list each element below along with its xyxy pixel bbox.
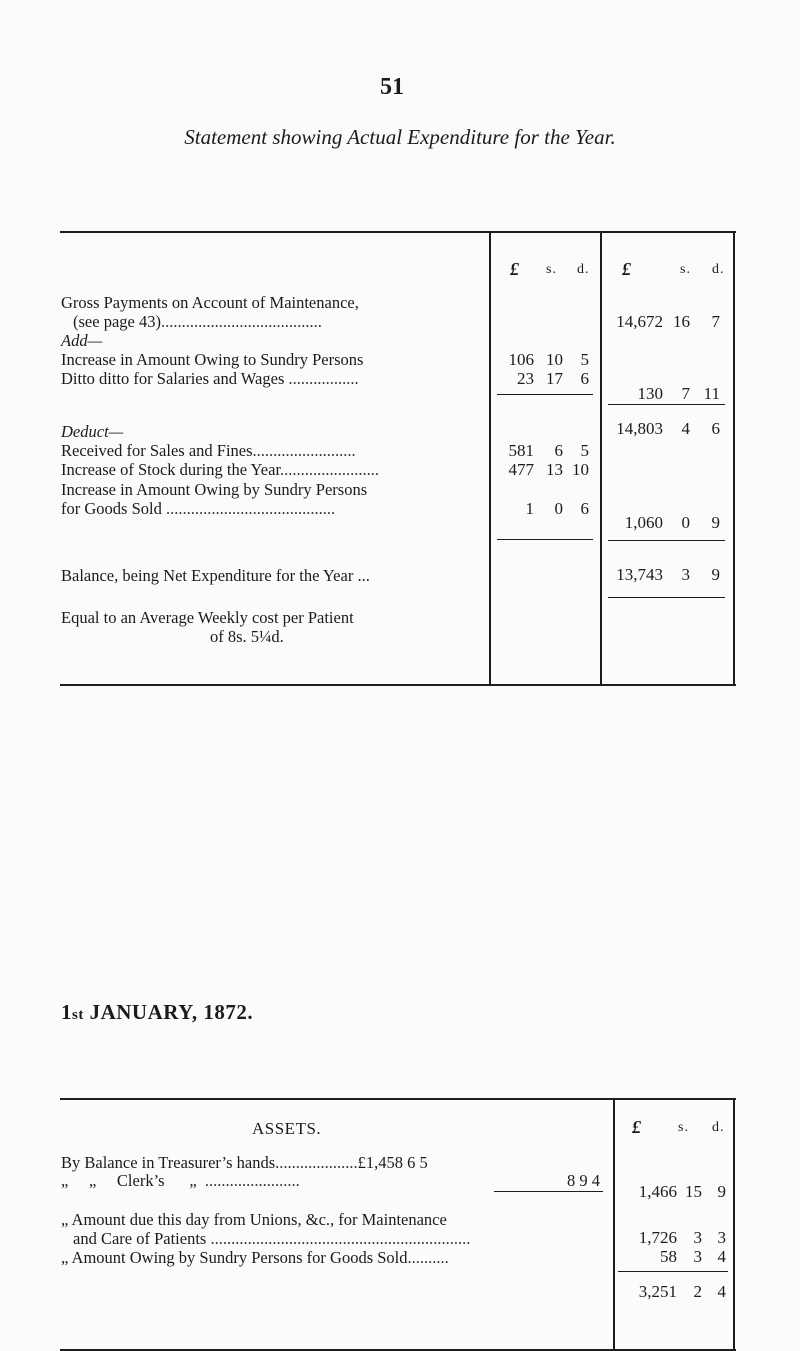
deduct-item-shillings: 13 [546, 460, 563, 479]
subtotal-pounds: 14,803 [616, 419, 663, 438]
page-number: 51 [380, 74, 404, 100]
table-top-rule [60, 1098, 736, 1100]
gross-pounds: 14,672 [616, 312, 663, 331]
treasurer-amount: £1,458 6 5 [357, 1153, 428, 1172]
column-divider [600, 232, 602, 684]
deduct-total-shillings: 0 [681, 513, 690, 532]
ditto-mark: „ [88, 1171, 97, 1190]
deduct-total-pounds: 1,060 [624, 513, 663, 532]
unions-label: and Care of Patients [73, 1229, 207, 1248]
sum-rule [608, 597, 725, 598]
unions-pounds: 1,726 [638, 1228, 677, 1247]
unions-pence: 3 [717, 1228, 726, 1247]
sum-rule [497, 539, 593, 540]
deduct-item-label: for Goods Sold [61, 499, 162, 518]
add-item-shillings: 10 [546, 350, 563, 369]
add-item-pounds: 23 [517, 369, 534, 388]
gross-pence: 7 [711, 312, 720, 331]
column-divider [733, 1099, 735, 1349]
date-ordinal: 1 [61, 1000, 72, 1024]
table-bottom-rule [60, 684, 736, 686]
clerk-label: Clerk’s [116, 1171, 165, 1190]
deduct-item-label: Received for Sales and Fines [61, 441, 253, 460]
ditto-mark: „ [61, 1171, 69, 1190]
pounds-header: £ [632, 1117, 641, 1137]
unions-shillings: 3 [693, 1228, 702, 1247]
cash-total-shillings: 15 [685, 1182, 702, 1201]
deduct-item-pounds: 581 [508, 441, 534, 460]
table-top-rule [60, 231, 736, 233]
deduct-item-shillings: 0 [554, 499, 563, 518]
sum-rule [618, 1271, 728, 1272]
assets-total-pence: 4 [717, 1282, 726, 1301]
statement-title: Statement showing Actual Expenditure for the Year. [184, 125, 616, 149]
deduct-total-pence: 9 [711, 513, 720, 532]
owing-pounds: 58 [660, 1247, 677, 1266]
column-divider [489, 232, 491, 684]
add-total-pence: 11 [703, 384, 720, 403]
balance-pounds: 13,743 [616, 565, 663, 584]
pounds-header: £ [510, 259, 519, 279]
add-item-pence: 6 [580, 369, 589, 388]
add-item-pence: 5 [580, 350, 589, 369]
add-heading: Add— [61, 331, 103, 350]
date-heading [61, 1000, 253, 1025]
deduct-item-label: Increase in Amount Owing by Sundry Persons [61, 480, 368, 499]
deduct-item-pounds: 477 [508, 460, 534, 479]
add-item-label: Ditto ditto for Salaries and Wages [61, 369, 285, 388]
balance-shillings: 3 [681, 565, 690, 584]
gross-label-ref: (see page 43) [73, 312, 161, 331]
sum-rule [608, 404, 725, 405]
date-text: JANUARY, 1872. [89, 1000, 254, 1024]
cash-total-pence: 9 [717, 1182, 726, 1201]
clerk-amount: 8 9 4 [567, 1171, 600, 1190]
balance-pence: 9 [711, 565, 720, 584]
unions-label: „ Amount due this day from Unions, &c., for Maintenance [61, 1210, 447, 1229]
deduct-item-label: Increase of Stock during the Year [61, 460, 281, 479]
deduct-item-pounds: 1 [525, 499, 534, 518]
treasurer-label: By Balance in Treasurer’s hands [61, 1153, 276, 1172]
add-item-label: Increase in Amount Owing to Sundry Persons [61, 350, 364, 369]
add-total-pounds: 130 [637, 384, 663, 403]
weekly-cost-label: Equal to an Average Weekly cost per Patient [61, 608, 354, 627]
pence-header: d. [577, 262, 590, 277]
deduct-heading: Deduct— [61, 422, 124, 441]
deduct-item-pence: 5 [580, 441, 589, 460]
subtotal-pence: 6 [711, 419, 720, 438]
subtotal-shillings: 4 [681, 419, 690, 438]
add-item-shillings: 17 [546, 369, 563, 388]
ditto-mark: „ [189, 1171, 197, 1190]
gross-shillings: 16 [673, 312, 690, 331]
shillings-header: s. [546, 262, 557, 277]
owing-pence: 4 [717, 1247, 726, 1266]
deduct-item-shillings: 6 [554, 441, 563, 460]
deduct-item-pence: 10 [572, 460, 589, 479]
weekly-cost-value: of 8s. 5¼d. [210, 627, 284, 646]
shillings-header: s. [680, 262, 691, 277]
pence-header: d. [712, 1120, 725, 1135]
balance-label: Balance, being Net Expenditure for the Year ... [61, 566, 370, 585]
add-item-pounds: 106 [508, 350, 534, 369]
deduct-item-pence: 6 [580, 499, 589, 518]
sum-rule [494, 1191, 603, 1192]
assets-title: ASSETS. [252, 1119, 322, 1138]
owing-shillings: 3 [693, 1247, 702, 1266]
assets-total-shillings: 2 [693, 1282, 702, 1301]
cash-total-pounds: 1,466 [638, 1182, 677, 1201]
date-ordinal-suffix: st [72, 1007, 84, 1023]
column-divider [733, 232, 735, 684]
owing-label: „ Amount Owing by Sundry Persons for Goods Sold [61, 1248, 408, 1267]
pence-header: d. [712, 262, 725, 277]
add-total-shillings: 7 [681, 384, 690, 403]
assets-total-pounds: 3,251 [638, 1282, 677, 1301]
sum-rule [497, 394, 593, 395]
column-divider [613, 1099, 615, 1349]
gross-label: Gross Payments on Account of Maintenance, [61, 293, 359, 312]
pounds-header: £ [622, 259, 631, 279]
shillings-header: s. [678, 1120, 689, 1135]
sum-rule [608, 540, 725, 541]
